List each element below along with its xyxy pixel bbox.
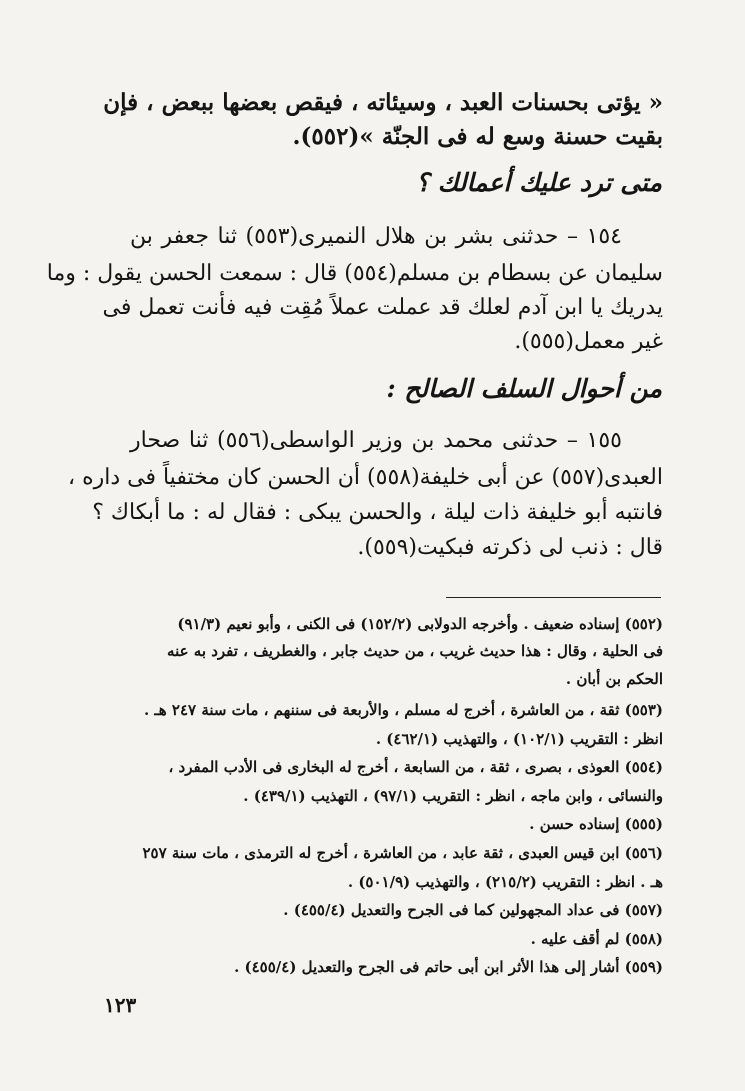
quote-line-2: بقيت حسنة وسع له فى الجنّة »(٥٥٢). (292, 123, 663, 150)
paragraph-154-line-1: ١٥٤ – حدثنى بشر بن هلال النميرى(٥٥٣) ثنا جعفر بن (130, 224, 622, 249)
footnote-line: الحكم بن أبان . (565, 670, 663, 688)
paragraph-155-line-4: قال : ذنب لى ذكرته فبكيت(٥٥٩). (357, 535, 663, 560)
paragraph-154-line-2: سليمان عن بسطام بن مسلم(٥٥٤) قال : سمعت الحسن يقول : وما (46, 261, 663, 286)
footnote-line: (٥٥٧) فى عداد المجهولين كما فى الجرح والتعديل (٤٥٥/٤) . (283, 901, 663, 919)
footnote-line: (٥٥٨) لم أقف عليه . (530, 930, 663, 948)
footnote-line: (٥٥٥) إسناده حسن . (529, 815, 663, 833)
footnote-line: (٥٥٤) العوذى ، بصرى ، ثقة ، من السابعة ، أخرج له البخارى فى الأدب المفرد ، (168, 758, 663, 776)
footnote-line: (٥٥٣) ثقة ، من العاشرة ، أخرج له مسلم ، والأربعة فى سننهم ، مات سنة ٢٤٧ هـ . (143, 701, 663, 719)
footnote-divider (446, 597, 661, 598)
footnote-line: (٥٥٢) إسناده ضعيف . وأخرجه الدولابى (١٥٢/٢) فى الكنى ، وأبو نعيم (٩١/٣) (177, 615, 663, 633)
section-heading-1: متى ترد عليك أعمالك ؟ (415, 168, 662, 197)
section-heading-2: من أحوال السلف الصالح : (386, 374, 662, 403)
footnote-line: هـ . انظر : التقريب (٢١٥/٢) ، والتهذيب (٥٠١/٩) . (347, 873, 663, 891)
paragraph-154-line-3: يدريك يا ابن آدم لعلك قد عملت عملاً مُقِت فيه فأنت تعمل فى (102, 295, 663, 320)
footnote-line: انظر : التقريب (١٠٢/١) ، والتهذيب (٤٦٢/١) . (375, 730, 663, 748)
quote-line-1: « يؤتى بحسنات العبد ، وسيئاته ، فيقص بعضها ببعض ، فإن (103, 89, 663, 116)
footnote-line: والنسائى ، وابن ماجه ، انظر : التقريب (٩٧/١) ، التهذيب (٤٣٩/١) . (243, 787, 663, 805)
page-number: ١٢٣ (104, 993, 137, 1017)
paragraph-155-line-2: العبدى(٥٥٧) عن أبى خليفة(٥٥٨) أن الحسن كان مختفياً فى داره ، (67, 465, 663, 490)
paragraph-154-line-4: غير معمل(٥٥٥). (514, 329, 663, 354)
paragraph-155-line-3: فانتبه أبو خليفة ذات ليلة ، والحسن يبكى : فقال له : ما أبكاك ؟ (92, 500, 663, 525)
footnote-line: فى الحلية ، وقال : هذا حديث غريب ، من حديث جابر ، والغطريف ، تفرد به عنه (167, 642, 663, 660)
footnote-line: (٥٥٦) ابن قيس العبدى ، ثقة عابد ، من العاشرة ، أخرج له الترمذى ، مات سنة ٢٥٧ (142, 844, 663, 862)
footnote-line: (٥٥٩) أشار إلى هذا الأثر ابن أبى حاتم فى الجرح والتعديل (٤٥٥/٤) . (234, 958, 663, 976)
paragraph-155-line-1: ١٥٥ – حدثنى محمد بن وزير الواسطى(٥٥٦) ثنا صحار (130, 428, 622, 453)
